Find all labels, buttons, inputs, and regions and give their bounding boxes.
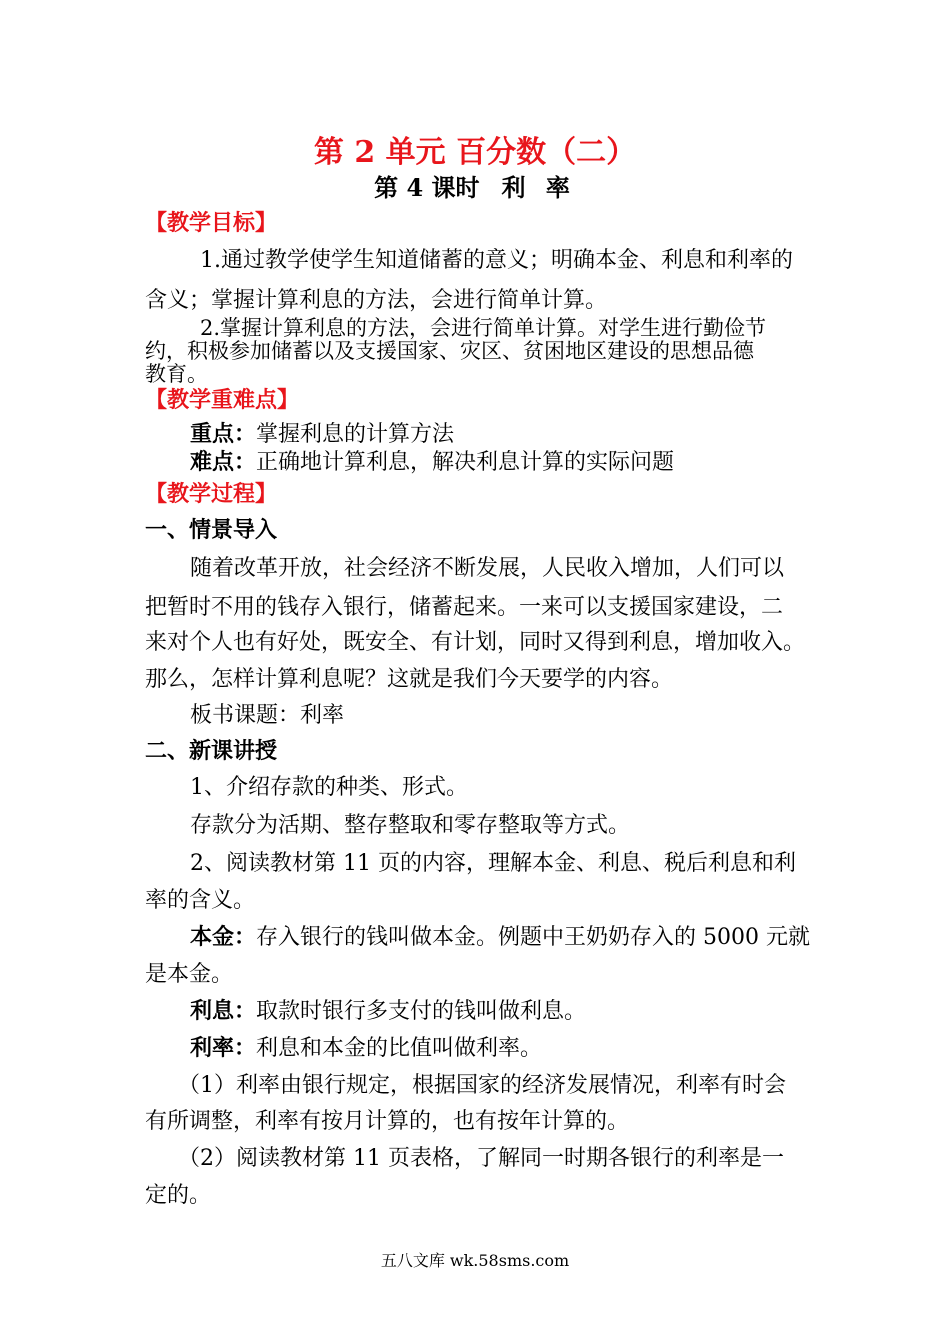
lesson-number: 第 4 课时 (374, 173, 480, 202)
focus-point (190, 417, 454, 448)
interest-label: 利息： (190, 998, 257, 1024)
objectives-line: 1.通过教学使学生知道储蓄的意义；明确本金、利息和利率的 (200, 248, 793, 273)
process-heading: 【教学过程】 (145, 481, 278, 507)
focus-text: 掌握利息的计算方法 (256, 422, 455, 447)
paragraph-line: 那么，怎样计算利息呢？这就是我们今天要学的内容。 (145, 667, 674, 692)
paragraph-line: 存款分为活期、整存整取和零存整取等方式。 (190, 813, 631, 838)
board-title: 板书课题：利率 (190, 703, 345, 728)
objectives-line: 含义；掌握计算利息的方法，会进行简单计算。 (145, 288, 608, 313)
rate-label: 利率： (190, 1035, 257, 1061)
paragraph-line: 是本金。 (145, 962, 234, 987)
unit-title: 第 2 单元 百分数（二） (313, 135, 637, 170)
lesson-name: 利 率 (501, 173, 576, 202)
paragraph-line: 定的。 (145, 1183, 212, 1208)
rate-definition (190, 1031, 542, 1062)
principal-definition (190, 920, 810, 951)
paragraph-line: （1）利率由银行规定，根据国家的经济发展情况，利率有时会 (178, 1073, 786, 1098)
paragraph-line: 来对个人也有好处，既安全、有计划，同时又得到利息，增加收入。 (145, 630, 806, 655)
paragraph-line: 有所调整，利率有按月计算的，也有按年计算的。 (145, 1109, 630, 1134)
interest-text: 取款时银行多支付的钱叫做利息。 (256, 999, 587, 1024)
footer-watermark: 五八文库 wk.58sms.com (380, 1251, 570, 1270)
lesson-subtitle (0, 168, 950, 203)
objectives-line: 教育。 (145, 362, 208, 386)
principal-text: 存入银行的钱叫做本金。例题中王奶奶存入的 5000 元就 (256, 925, 810, 950)
difficulty-point (190, 445, 674, 476)
focus-label: 重点： (190, 421, 257, 447)
interest-definition (190, 994, 586, 1025)
principal-label: 本金： (190, 924, 257, 950)
paragraph-line: 率的含义。 (145, 888, 256, 913)
rate-text: 利息和本金的比值叫做利率。 (256, 1036, 543, 1061)
section-heading-new-lesson: 二、新课讲授 (145, 738, 278, 764)
paragraph-line: 2、阅读教材第 11 页的内容，理解本金、利息、税后利息和利 (190, 851, 796, 876)
objectives-line: 2.掌握计算利息的方法，会进行简单计算。对学生进行勤俭节 (200, 316, 767, 340)
keypoints-heading: 【教学重难点】 (145, 387, 300, 413)
paragraph-line: 1、介绍存款的种类、形式。 (190, 775, 468, 800)
objectives-line: 约，积极参加储蓄以及支援国家、灾区、贫困地区建设的思想品德 (145, 339, 754, 363)
objectives-heading: 【教学目标】 (145, 210, 278, 236)
paragraph-line: （2）阅读教材第 11 页表格，了解同一时期各银行的利率是一 (178, 1146, 784, 1171)
section-heading-intro: 一、情景导入 (145, 517, 278, 543)
difficulty-text: 正确地计算利息，解决利息计算的实际问题 (256, 450, 675, 475)
paragraph-line: 随着改革开放，社会经济不断发展，人民收入增加，人们可以 (190, 556, 785, 581)
difficulty-label: 难点： (190, 449, 257, 475)
paragraph-line: 把暂时不用的钱存入银行，储蓄起来。一来可以支援国家建设，二 (145, 595, 784, 620)
